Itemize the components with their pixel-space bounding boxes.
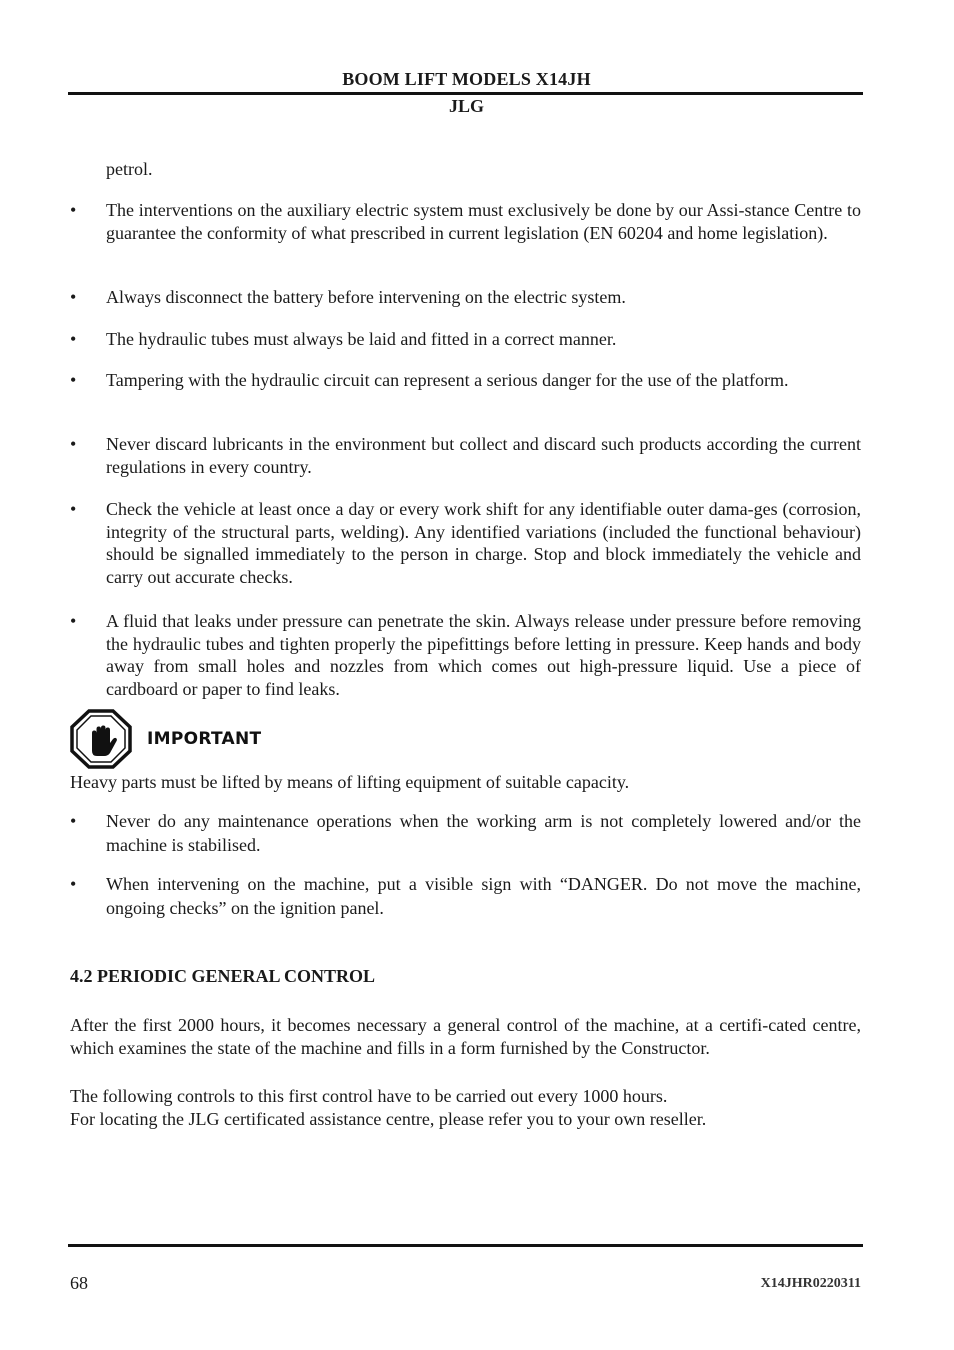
list-item: Never do any maintenance operations when the working arm is not completely lowered and/or the machine is stabilised.	[106, 811, 861, 855]
important-label: IMPORTANT	[147, 729, 262, 749]
section-paragraph: After the first 2000 hours, it becomes necessary a general control of the machine, at a certifi-cated centre, which examines the state of the machine and fills in a form furnished by the Constructor.	[70, 1015, 861, 1059]
section-paragraph: For locating the JLG certificated assistance centre, please refer you to your own reseller.	[70, 1109, 707, 1129]
footer-rule	[68, 1244, 863, 1247]
bullet-symbol: •	[70, 200, 77, 220]
bullet-symbol: •	[70, 811, 77, 831]
list-item: Never discard lubricants in the environment but collect and discard such products according the current regulations in every country.	[106, 434, 861, 477]
bullet-symbol: •	[70, 287, 77, 307]
stop-hand-icon	[70, 709, 132, 769]
bullet-symbol: •	[70, 874, 77, 894]
list-item: Tampering with the hydraulic circuit can represent a serious danger for the use of the platform.	[106, 370, 789, 390]
bullet-symbol: •	[70, 329, 77, 349]
continuation-text: petrol.	[106, 159, 153, 179]
list-item: A fluid that leaks under pressure can penetrate the skin. Always release under pressure before removing the hydraulic tubes and tighten properly the pipefittings before letting in pressure. Keep hands and body away from small holes and nozzles from which comes out high-pressure liquid. Use a piece of cardboard or paper to find leaks.	[106, 611, 861, 700]
bullet-symbol: •	[70, 611, 77, 631]
list-item: Check the vehicle at least once a day or every work shift for any identifiable outer dama-ges (corrosion, integrity of the structural parts, welding). Any identified variations (included the functional behaviour) should be signalled immediately to the person in charge. Stop and block immediately the vehicle and carry out accurate checks.	[106, 499, 861, 588]
page-number: 68	[70, 1273, 88, 1293]
document-code: X14JHR0220311	[760, 1276, 861, 1291]
list-item: The interventions on the auxiliary electric system must exclusively be done by our Assi-stance Centre to guarantee the conformity of what prescribed in current legislation (EN 60204 and home legislation).	[106, 200, 861, 243]
header-brand: JLG	[448, 96, 484, 116]
header-title: BOOM LIFT MODELS X14JH	[342, 69, 591, 89]
section-heading: 4.2 PERIODIC GENERAL CONTROL	[70, 966, 376, 986]
bullet-symbol: •	[70, 370, 77, 390]
bullet-symbol: •	[70, 434, 77, 454]
list-item: Always disconnect the battery before intervening on the electric system.	[106, 287, 626, 307]
list-item: When intervening on the machine, put a visible sign with “DANGER. Do not move the machine, ongoing checks” on the ignition panel.	[106, 874, 861, 918]
important-text: Heavy parts must be lifted by means of lifting equipment of suitable capacity.	[70, 772, 630, 792]
list-item: The hydraulic tubes must always be laid and fitted in a correct manner.	[106, 329, 617, 349]
section-paragraph: The following controls to this first control have to be carried out every 1000 hours.	[70, 1086, 668, 1106]
bullet-symbol: •	[70, 499, 77, 519]
header-rule	[68, 92, 863, 95]
